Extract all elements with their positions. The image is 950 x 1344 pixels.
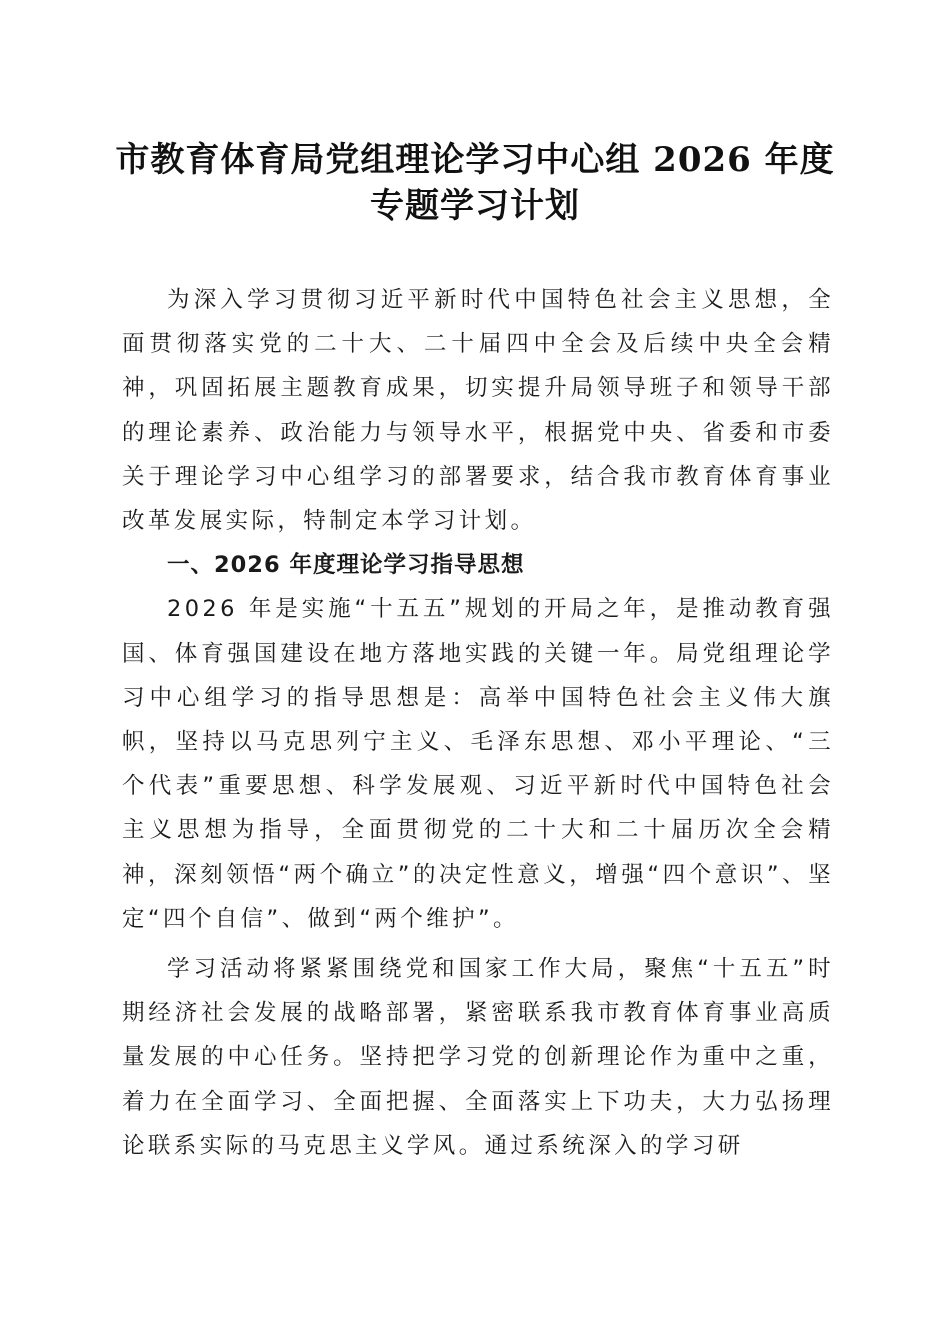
document-title-line-2: 专题学习计划	[370, 186, 580, 226]
document-title-line-1: 市教育体育局党组理论学习中心组 2026 年度	[115, 140, 835, 180]
document-body	[122, 278, 834, 1168]
body-paragraph: 学习活动将紧紧围绕党和国家工作大局，聚焦“十五五”时期经济社会发展的战略部署，紧密联系我市教育体育事业高质量发展的中心任务。坚持把学习党的创新理论作为重中之重，着力在全面学习、全面把握、全面落实上下功夫，大力弘扬理论联系实际的马克思主义学风。通过系统深入的学习研	[122, 956, 834, 1159]
section-heading: 一、2026 年度理论学习指导思想	[167, 552, 525, 579]
body-paragraph: 2026 年是实施“十五五”规划的开局之年，是推动教育强国、体育强国建设在地方落地实践的关键一年。局党组理论学习中心组学习的指导思想是：高举中国特色社会主义伟大旗帜，坚持以马克思列宁主义、毛泽东思想、邓小平理论、“三个代表”重要思想、科学发展观、习近平新时代中国特色社会主义思想为指导，全面贯彻党的二十大和二十届历次全会精神，深刻领悟“两个确立”的决定性意义，增强“四个意识”、坚定“四个自信”、做到“两个维护”。	[122, 596, 834, 932]
intro-paragraph: 为深入学习贯彻习近平新时代中国特色社会主义思想，全面贯彻落实党的二十大、二十届四中全会及后续中央全会精神，巩固拓展主题教育成果，切实提升局领导班子和领导干部的理论素养、政治能力与领导水平，根据党中央、省委和市委关于理论学习中心组学习的部署要求，结合我市教育体育事业改革发展实际，特制定本学习计划。	[122, 287, 834, 535]
